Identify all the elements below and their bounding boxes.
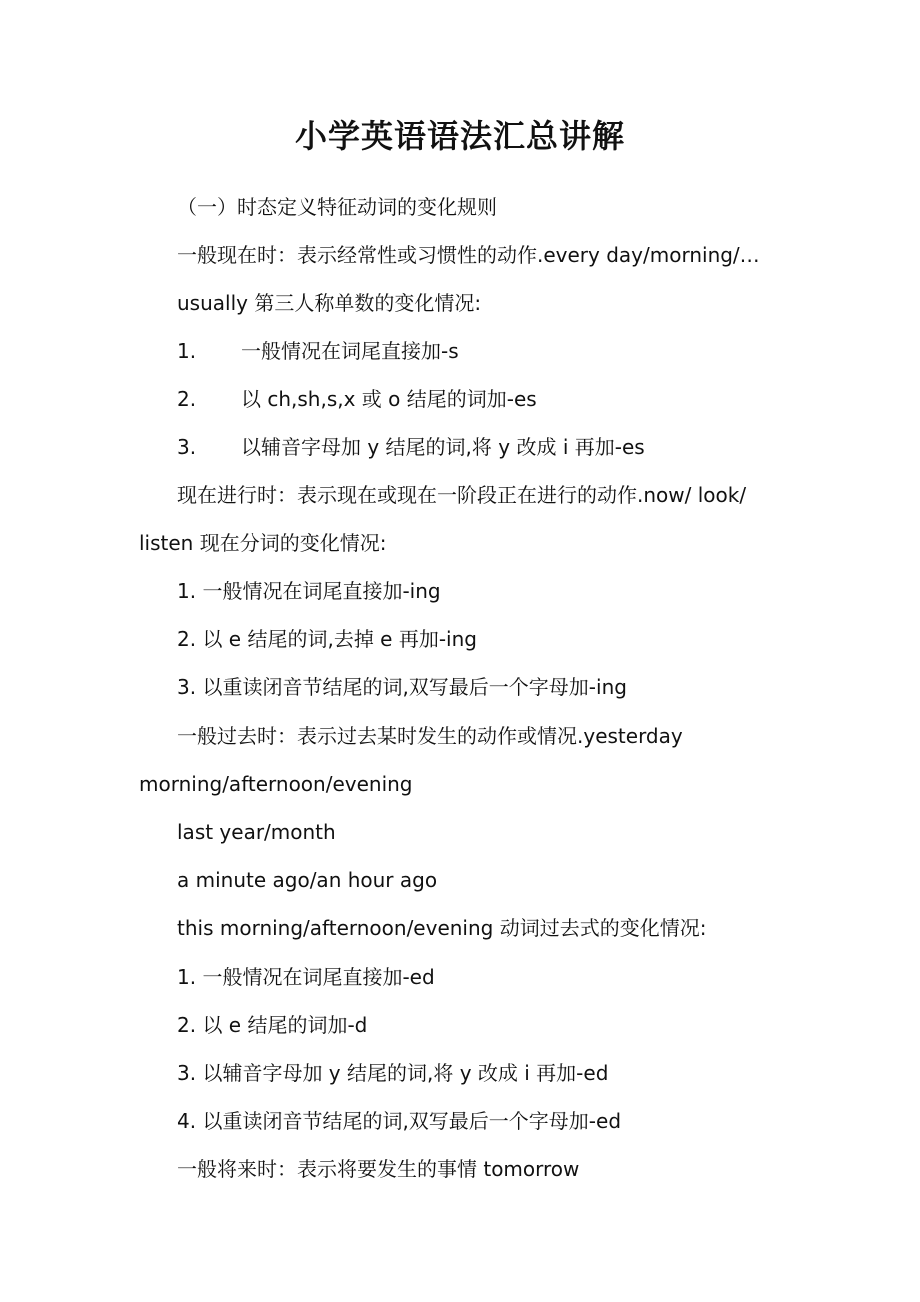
past-simple-rule-1: 1. 一般情况在词尾直接加-ed: [177, 965, 435, 989]
present-continuous-rule-1: 1. 一般情况在词尾直接加-ing: [177, 579, 441, 603]
past-simple-time-word-2: a minute ago/an hour ago: [177, 868, 438, 892]
present-simple-intro: usually 第三人称单数的变化情况:: [177, 291, 482, 315]
present-simple-rule-1: [177, 337, 459, 365]
present-simple-rule-2: [177, 385, 537, 413]
past-simple-rule-4: 4. 以重读闭音节结尾的词,双写最后一个字母加-ed: [177, 1109, 622, 1133]
present-continuous-rule-2: 2. 以 e 结尾的词,去掉 e 再加-ing: [177, 627, 477, 651]
future-simple-definition: 一般将来时：表示将要发生的事情 tomorrow: [177, 1157, 580, 1181]
present-continuous-rule-3: 3. 以重读闭音节结尾的词,双写最后一个字母加-ing: [177, 675, 627, 699]
rule-number: 3.: [177, 435, 197, 459]
past-simple-rule-3: 3. 以辅音字母加 y 结尾的词,将 y 改成 i 再加-ed: [177, 1061, 609, 1085]
past-simple-rule-2: 2. 以 e 结尾的词加-d: [177, 1013, 368, 1037]
rule-number: 1.: [177, 339, 197, 363]
document-title: 小学英语语法汇总讲解: [294, 117, 625, 155]
present-simple-rule-3: [177, 433, 645, 461]
past-simple-time-word-3: this morning/afternoon/evening 动词过去式的变化情况:: [177, 916, 707, 940]
rule-text: 以辅音字母加 y 结尾的词,将 y 改成 i 再加-es: [241, 435, 645, 459]
past-simple-continuation: morning/afternoon/evening: [139, 772, 413, 796]
past-simple-time-word-1: last year/month: [177, 820, 336, 844]
rule-text: 以 ch,sh,s,x 或 o 结尾的词加-es: [241, 387, 537, 411]
section-heading: （一）时态定义特征动词的变化规则: [177, 195, 497, 219]
present-simple-definition: 一般现在时：表示经常性或习惯性的动作.every day/morning/…: [177, 243, 760, 267]
rule-number: 2.: [177, 387, 197, 411]
rule-text: 一般情况在词尾直接加-s: [241, 339, 459, 363]
past-simple-definition: 一般过去时：表示过去某时发生的动作或情况.yesterday: [177, 724, 683, 748]
present-continuous-definition: 现在进行时：表示现在或现在一阶段正在进行的动作.now/ look/: [177, 483, 747, 507]
present-continuous-continuation: listen 现在分词的变化情况:: [139, 531, 387, 555]
